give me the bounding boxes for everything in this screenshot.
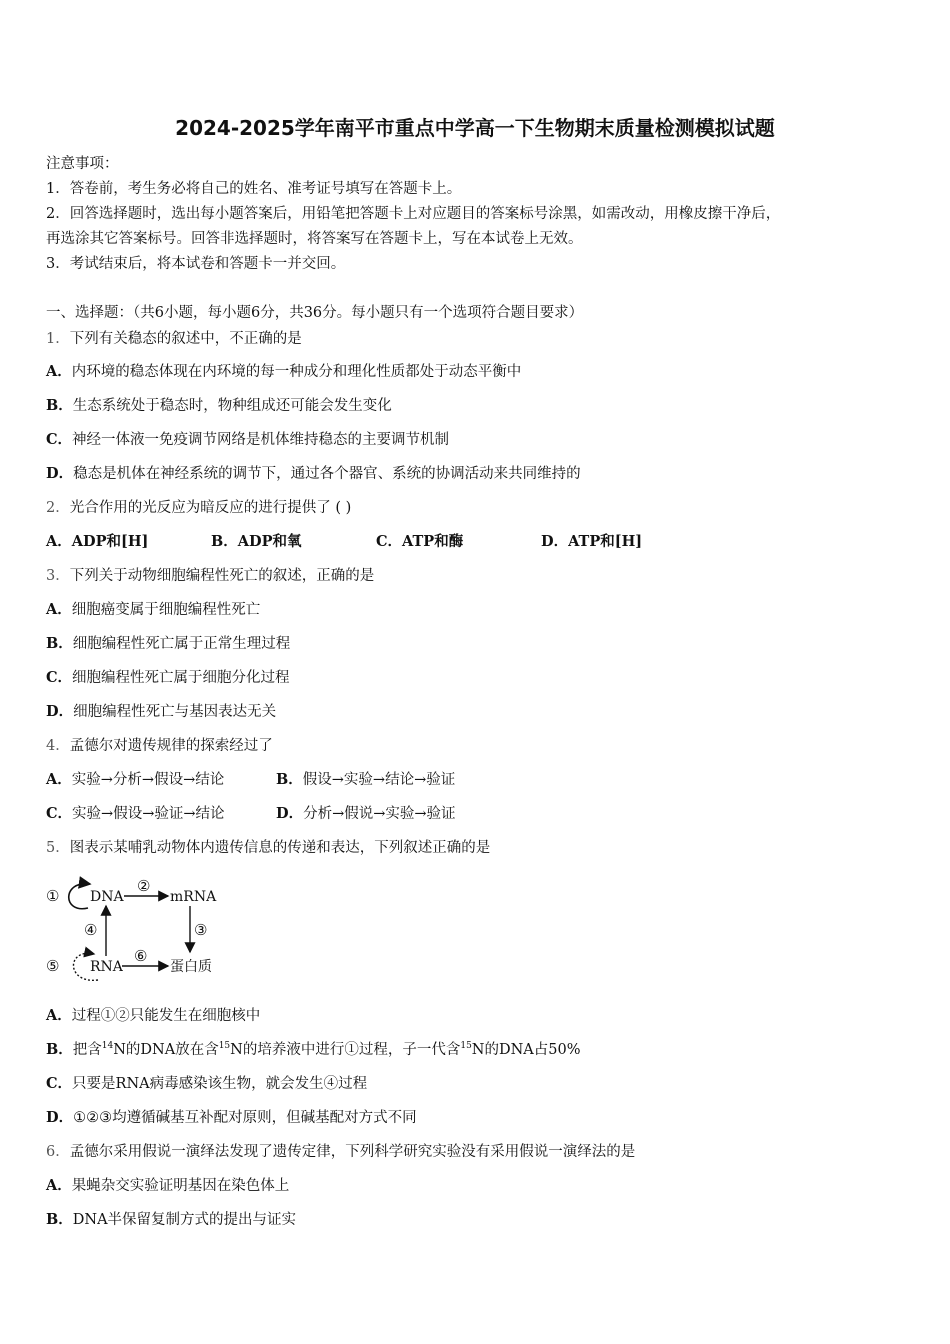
option-label: C． [46,431,73,448]
mrna-node: mRNA [170,889,217,905]
option-text: N的DNA占50% [471,1042,581,1058]
option-c[interactable] [376,530,541,551]
question-number: 1． [46,331,70,347]
option-label: C． [376,533,403,550]
option-text: 把含 [72,1042,102,1058]
option-b[interactable] [46,1208,296,1229]
option-label: C． [46,669,73,686]
question-stem: 下列关于动物细胞编程性死亡的叙述，正确的是 [69,568,375,584]
option-label: A． [46,1177,72,1194]
option-d[interactable] [46,700,276,721]
question-stem: 光合作用的光反应为暗反应的进行提供了 ( ) [69,500,352,516]
option-b[interactable] [46,1038,581,1059]
notice-item: 3．考试结束后，将本试卷和答题卡一并交回。 [46,256,346,272]
option-text: 内环境的稳态体现在内环境的每一种成分和理化性质都处于动态平衡中 [71,364,522,380]
protein-node: 蛋白质 [170,959,212,975]
option-label: D． [46,703,74,720]
question-stem: 孟德尔采用假说一演绎法发现了遗传定律，下列科学研究实验没有采用假说一演绎法的是 [69,1144,636,1160]
option-label: B． [46,1211,73,1228]
option-label: A． [46,771,72,788]
option-label: A． [46,363,72,380]
option-c[interactable] [46,666,290,687]
option-text: 果蝇杂交实验证明基因在染色体上 [71,1178,290,1194]
question-number: 4． [46,738,70,754]
dna-node: DNA [90,889,124,905]
superscript: 15 [460,1041,472,1052]
question-3 [46,564,374,585]
option-b[interactable] [46,394,392,415]
label-5: ⑤ [46,957,60,975]
label-2: ② [137,877,151,895]
option-text: 分析→假说→实验→验证 [303,806,456,822]
label-3: ③ [194,921,208,939]
option-label: D． [276,805,304,822]
option-text: 假设→实验→结论→验证 [302,772,456,788]
option-label: B． [211,533,238,550]
notice-item: 再选涂其它答案标号。回答非选择题时，将答案写在答题卡上，写在本试卷上无效。 [46,231,583,247]
option-text: N的培养液中进行①过程，子一代含 [230,1042,461,1058]
label-6: ⑥ [134,947,148,965]
notice-item: 2．回答选择题时，选出每小题答案后，用铅笔把答题卡上对应题目的答案标号涂黑，如需改动，用橡皮擦干净后， [46,206,781,222]
superscript: 14 [101,1041,114,1052]
option-text: ADP和氧 [237,533,302,550]
option-label: D． [541,533,569,550]
question-6 [46,1140,635,1161]
question-number: 6． [46,1144,70,1160]
option-text: 实验→假设→验证→结论 [72,806,225,822]
option-c[interactable] [46,428,449,449]
option-text: ATP和酶 [402,533,464,550]
option-a[interactable] [46,1174,289,1195]
option-text: 实验→分析→假设→结论 [71,772,225,788]
option-text: 稳态是机体在神经系统的调节下，通过各个器官、系统的协调活动来共同维持的 [73,466,581,482]
option-text: N的DNA放在含 [113,1042,219,1058]
label-4: ④ [84,921,98,939]
option-text: ①②③均遵循碱基互补配对原则，但碱基配对方式不同 [73,1110,417,1126]
option-d[interactable] [541,530,642,551]
option-text: DNA半保留复制方式的提出与证实 [72,1212,297,1228]
option-label: C． [46,1075,73,1092]
option-b[interactable] [46,632,290,653]
option-c[interactable] [46,802,276,823]
option-label: C． [46,805,73,822]
option-b[interactable] [276,768,455,789]
option-text: 细胞编程性死亡属于细胞分化过程 [72,670,290,686]
question-5 [46,836,490,857]
loop-1 [69,884,90,909]
option-text: 细胞编程性死亡与基因表达无关 [73,704,277,720]
option-text: 细胞编程性死亡属于正常生理过程 [72,636,291,652]
option-label: B． [276,771,303,788]
genetic-info-diagram [44,874,234,984]
question-number: 2． [46,500,70,516]
question-1 [46,327,302,348]
question-stem: 下列有关稳态的叙述中，不正确的是 [69,331,302,347]
rna-node: RNA [90,959,123,975]
option-d[interactable] [276,802,456,823]
page-title: 2024-2025学年南平市重点中学高一下生物期末质量检测模拟试题 [175,116,775,140]
option-c[interactable] [46,1072,367,1093]
option-text: 细胞癌变属于细胞编程性死亡 [71,602,261,618]
options-row [46,768,455,789]
option-label: D． [46,1109,74,1126]
option-text: ATP和[H] [568,533,643,550]
section-heading: 一、选择题：（共6小题，每小题6分，共36分。每小题只有一个选项符合题目要求） [46,305,584,321]
question-2 [46,496,351,517]
option-text: 神经一体液一免疫调节网络是机体维持稳态的主要调节机制 [72,432,450,448]
question-stem: 图表示某哺乳动物体内遗传信息的传递和表达，下列叙述正确的是 [69,840,491,856]
question-4 [46,734,273,755]
label-1: ① [46,887,60,905]
question-stem: 孟德尔对遗传规律的探索经过了 [69,738,273,754]
option-a[interactable] [46,360,521,381]
option-a[interactable] [46,598,260,619]
notice-heading: 注意事项： [46,156,119,172]
option-a[interactable] [46,1004,260,1025]
option-label: B． [46,397,73,414]
option-d[interactable] [46,1106,417,1127]
option-text: 过程①②只能发生在细胞核中 [71,1008,261,1024]
option-text: 生态系统处于稳态时，物种组成还可能会发生变化 [72,398,392,414]
option-text: ADP和[H] [71,533,149,550]
option-a[interactable] [46,530,211,551]
options-row [46,530,642,551]
question-number: 3． [46,568,70,584]
question-number: 5． [46,840,70,856]
options-row [46,802,456,823]
notice-item: 1．答卷前，考生务必将自己的姓名、准考证号填写在答题卡上。 [46,181,462,197]
option-label: D． [46,465,74,482]
option-label: A． [46,1007,72,1024]
option-a[interactable] [46,768,276,789]
option-text: 只要是RNA病毒感染该生物，就会发生④过程 [72,1076,368,1092]
superscript: 15 [218,1041,231,1052]
option-b[interactable] [211,530,376,551]
option-label: B． [46,635,73,652]
option-label: A． [46,601,72,618]
option-label: B． [46,1041,73,1058]
option-d[interactable] [46,462,581,483]
option-label: A． [46,533,72,550]
